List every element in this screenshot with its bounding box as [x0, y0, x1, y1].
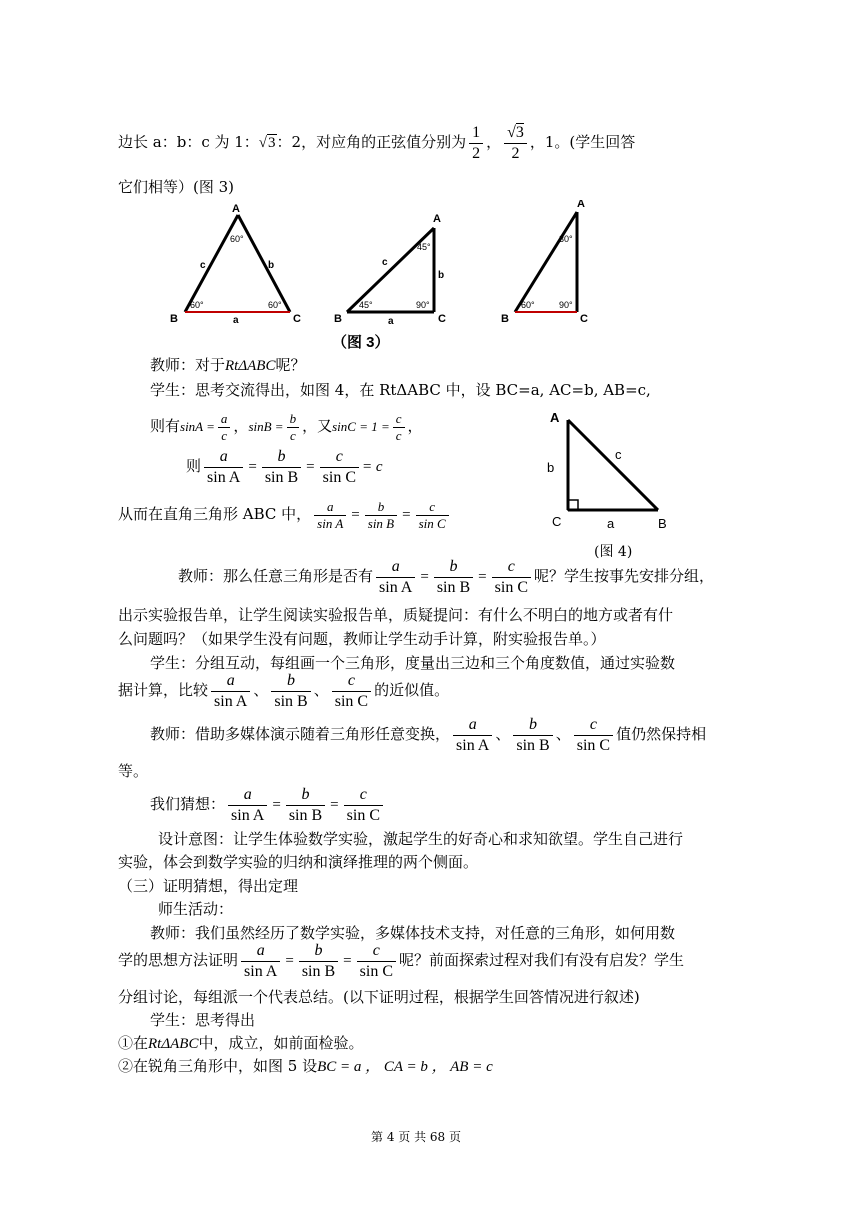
intro-text-a: 边长 a：b：c 为 1： [118, 133, 259, 151]
svg-text:b: b [547, 460, 555, 475]
student-answer-2: 学生：分组互动，每组画一个三角形，度量出三边和三个角度数值，通过实验数 [150, 654, 676, 672]
design-intent-line2: 实验，体会到数学实验的归纳和演绎推理的两个侧面。 [118, 853, 479, 871]
fraction-sqrt3-half: $\frac{√3}{2}$ [504, 123, 527, 164]
ratio-equals-c-line: 则 $\frac{a}{\text{sin A}}$ = $\frac{b}{\text{sin B}}$ = $\frac{c}{\text{sin C}}$ = c [186, 447, 383, 486]
svg-text:C: C [552, 514, 562, 529]
proof-item-2: ②在锐角三角形中，如图 5 设BC = a ， CA = b ， AB = c [118, 1057, 493, 1075]
fraction-one-half: $\frac{1}{2}$ [469, 123, 483, 164]
svg-text:C: C [293, 313, 301, 325]
svg-text:30°: 30° [559, 234, 573, 244]
svg-text:A: A [577, 200, 585, 210]
figure-3-caption: （图 3） [332, 334, 390, 351]
proof-item-1: ①在RtΔABC中，成立，如前面检验。 [118, 1034, 364, 1052]
svg-text:C: C [580, 313, 588, 325]
svg-text:a: a [233, 315, 239, 326]
section-3-heading: （三）证明猜想，得出定理 [118, 877, 299, 895]
teacher-question-2: 教师：那么任意三角形是否有 $\frac{a}{\text{sin A}}$ = $\frac{b}{\text{sin B}}$ = $\frac{c}{\text{sin C}}$ 呢？学生按事先安排分组， [178, 557, 714, 596]
figure-4-caption: (图 4) [594, 544, 633, 560]
intro-text-b: ：2，对应角的正弦值分别为 [276, 133, 467, 151]
teacher-question-4: 教师：我们虽然经历了数学实验，多媒体技术支持，对任意的三角形，如何用数 [150, 924, 676, 942]
svg-text:c: c [200, 260, 206, 271]
intro-text-c: ，1。(学生回答 [529, 133, 636, 151]
svg-text:a: a [607, 516, 615, 531]
svg-text:45°: 45° [359, 300, 373, 310]
student-answer-1: 学生：思考交流得出，如图 4，在 RtΔABC 中，设 BC=a, AC=b, AB=c, [150, 381, 651, 399]
svg-text:B: B [658, 516, 667, 531]
thirty-sixty-ninety-triangle [501, 200, 588, 325]
svg-text:60°: 60° [268, 300, 282, 310]
svg-text:B: B [501, 313, 509, 325]
page-footer: 第 4 页 共 68 页 [371, 1130, 461, 1144]
svg-text:B: B [334, 313, 342, 325]
right-triangle-conclusion: 从而在直角三角形 ABC 中， $\frac{a}{\text{sin A}}$ = $\frac{b}{\text{sin B}}$ = $\frac{c}{\text{sin C}}$ [118, 492, 452, 536]
svg-text:c: c [615, 447, 622, 462]
svg-text:B: B [170, 313, 178, 325]
teacher-demo-tail: 等。 [118, 762, 149, 780]
svg-text:90°: 90° [416, 300, 430, 310]
svg-text:A: A [232, 203, 240, 215]
sqrt-three: √3 [258, 135, 276, 151]
figure-3-triangles [160, 200, 600, 330]
svg-text:60°: 60° [521, 300, 535, 310]
design-intent-line1: 设计意图：让学生体验数学实验，激起学生的好奇心和求知欲望。学生自己进行 [158, 830, 684, 848]
svg-text:A: A [433, 213, 441, 225]
intro-line-1: 边长 a：b：c 为 1：√3：2，对应角的正弦值分别为 $\frac{1}{2}$ ， $\frac{√3}{2}$ ，1。(学生回答 [118, 123, 636, 162]
conjecture: 我们猜想： $\frac{a}{\text{sin A}}$ = $\frac{b}{\text{sin B}}$ = $\frac{c}{\text{sin C}}$ [150, 782, 386, 826]
svg-text:60°: 60° [230, 234, 244, 244]
sine-ratios-line: 则有sinA = $\frac{a}{c}$ ，sinB = $\frac{b}{c}$ ，又sinC = 1 = $\frac{c}{c}$ ， [150, 410, 423, 443]
svg-text:90°: 90° [559, 300, 573, 310]
svg-text:60°: 60° [190, 300, 204, 310]
para2-line2: 出示实验报告单，让学生阅读实验报告单，质疑提问：有什么不明白的地方或者有什 [118, 606, 674, 624]
intro-line-2: 它们相等）(图 3) [118, 178, 235, 196]
activity-label: 师生活动： [158, 900, 234, 918]
svg-text:b: b [438, 270, 445, 281]
teacher-question-4-line3: 分组讨论，每组派一个代表总结。(以下证明过程，根据学生回答情况进行叙述) [118, 988, 640, 1006]
svg-text:b: b [268, 260, 275, 271]
svg-text:A: A [550, 410, 560, 425]
svg-text:a: a [388, 316, 394, 327]
svg-text:C: C [438, 313, 446, 325]
equilateral-triangle [170, 203, 301, 326]
teacher-question-1: 教师：对于RtΔABC呢？ [150, 356, 306, 374]
svg-text:45°: 45° [417, 242, 431, 252]
svg-text:c: c [382, 257, 388, 268]
teacher-question-4-line2: 学的思想方法证明 $\frac{a}{\text{sin A}}$ = $\frac{b}{\text{sin B}}$ = $\frac{c}{\text{sin C}}$ 呢？前面探索过程对我们有没有启发？学生 [118, 941, 684, 980]
student-answer-2-line2: 据计算，比较 $\frac{a}{\text{sin A}}$ 、 $\frac{b}{\text{sin B}}$ 、 $\frac{c}{\text{sin C}}$ 的近似值。 [118, 671, 450, 710]
teacher-demo: 教师：借助多媒体演示随着三角形任意变换， $\frac{a}{\text{sin A}}$ 、 $\frac{b}{\text{sin B}}$ 、 $\frac{c}{\text{sin C}}$ 值仍然保持相 [150, 715, 707, 754]
student-answer-3: 学生：思考得出 [150, 1011, 256, 1029]
para2-line3: 么问题吗？（如果学生没有问题，教师让学生动手计算，附实验报告单。） [118, 630, 606, 648]
right-isosceles-triangle [334, 213, 446, 327]
